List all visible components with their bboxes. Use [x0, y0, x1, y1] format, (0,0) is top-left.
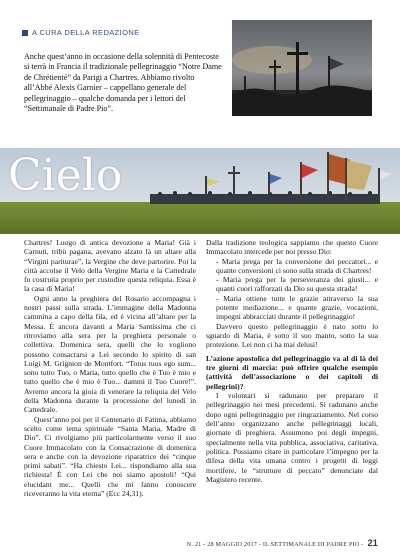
paragraph: Quest’anno poi per il Centenario di Fatima, abbiamo scelto come tema spirituale “Santa Maria, Madre di Dio”. Ci rivolgiamo più particolarmente verso il suo Cuore Immacolato con la Consacrazione di domenica sera e anche con la devozione riparatrice dei “cinque primi sabati”. “Ha chiesto Lei... rispondiamo alla sua richiesta! È con Lei che noi siamo apostoli! “Qui elucidant me... Quelli che mi fanno conoscere riceveranno la vita eterna” (Ecc 24,31). — [24, 414, 196, 499]
interview-question: L’azione apostolica del pellegrinaggio va al di là dei tre giorni di marcia: può offrire qualche esempio (attività dell’associazione o dei capitoli di pellegrini)? — [206, 353, 378, 391]
section-label: A CURA DELLA REDAZIONE — [32, 28, 140, 37]
paragraph: I volontari si radunano per preparare il pellegrinaggio nei mesi precedenti. Si radunano anche dopo ogni pellegrinaggio per ringraziamento. Nel corso dell’anno organizzano anche pellegrinaggi locali, giornate di preghiera. Assumono poi degli impegni, specialmente nella vita pubblica, associativa, caritativa, politica. Possiamo citare in particolare l’impegno per la difesa della vita umana contro i progetti di leggi mortifere, le “strutture di peccato” denunciate dal Magistero recente. — [206, 391, 378, 484]
article-column-left — [24, 238, 196, 498]
paragraph: Ogni anno la preghiera del Rosario accompagna i nostri passi sulla strada. L’immagine della Madonna cammina a capo della fila, ed è vicina all’altare per la Messa. È ancora davanti a Maria Santissima che ci ritroviamo alla sera per la preghiera personale o collettiva. Domenica sera, quelli che lo vogliono possono consacrarsi a Lei secondo lo spirito di san Luigi M. Grignion de Montfort. “Totus tuus ego sum... sono tutto Tuo, o Maria, tutto quello che è Tuo è mio e tutto quello che è mio è Tuo... dammi il Tuo Cuore!”. Avremo ancora la gioia di venerare la reliquia del Velo della Madonna durante la processione del lunedì in Cattedrale. — [24, 293, 196, 415]
article-column-right — [206, 238, 378, 484]
page-footer — [187, 538, 378, 548]
prayer-line: - Maria prega per la conversione dei peccatori... e quante conversioni ci sono sulla strada di Chartres! — [216, 256, 378, 275]
section-marker-icon — [22, 30, 28, 36]
page-number: 21 — [367, 538, 378, 548]
intro-text: Anche quest’anno in occasione della solennità di Pentecoste si terrà in Francia il tradizionale pellegrinaggio “Notre Dame de Chrétienté” da Parigi a Chartres. Abbiamo rivolto all’Abbé Alexis Garnier – cappellano generale del pellegrinaggio – qualche domanda per i lettori del “Settimanale di Padre Pio”. — [24, 52, 222, 114]
article-title: Cielo — [8, 150, 123, 201]
cross-at-dusk-photo — [232, 20, 372, 116]
paragraph: Chartres! Luogo di antica devozione a Maria! Già i Carnuti, tribù pagana, avevano alzato là un altare alla “Virgini pariturae”, la Vergine che deve partorire. Poi la città accolse il Velo della Vergine Maria e la Cattedrale fu costruita proprio per custodire questa reliquia. Essa è la casa di Maria! — [24, 238, 196, 294]
paragraph: Dalla tradizione teologica sappiamo che questo Cuore Immacolato intercede per noi presso Dio: — [206, 238, 378, 257]
prayer-line: - Maria ottiene tutte le grazie attraverso la sua potente mediazione... e quante grazie, vocazioni, impegni abbracciati durante il pellegrinaggio! — [216, 293, 378, 322]
prayer-line: - Maria prega per la perseveranza dei giusti... e quanti cuori rafforzati da Dio su questa strada! — [216, 275, 378, 294]
section-header — [22, 28, 140, 37]
paragraph: Davvero questo pellegrinaggio è nato sotto lo sguardo di Maria, è sotto il suo manto, sotto la sua protezione. Lei non ci ha mai delusi! — [206, 321, 378, 350]
issue-info: N. 21 - 28 MAGGIO 2017 - IL SETTIMANALE DI PADRE PIO - — [186, 541, 364, 548]
